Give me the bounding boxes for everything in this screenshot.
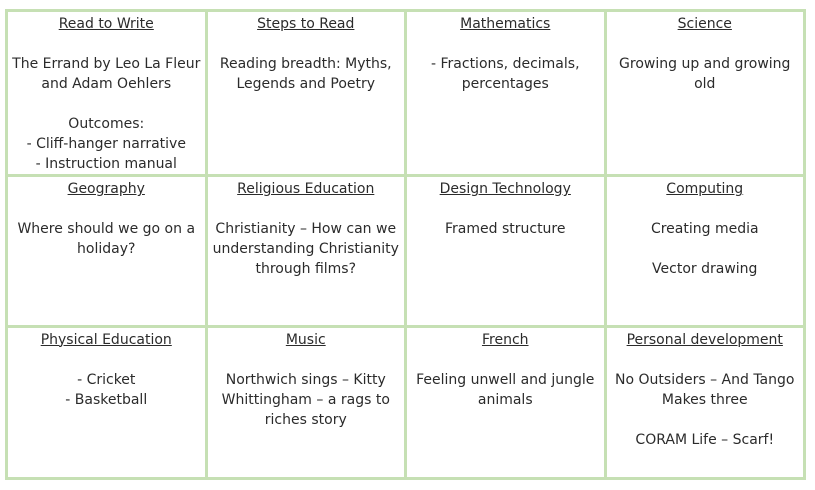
cell-read-to-write: [7, 11, 207, 176]
subject-title: Science: [677, 16, 732, 32]
grid-row: [7, 11, 805, 176]
cell-steps-to-read: [206, 11, 406, 176]
grid-row: [7, 326, 805, 478]
cell-science: [605, 11, 805, 176]
subject-text: Creating media: [650, 221, 759, 238]
cell-geography: [7, 176, 207, 326]
list-item: - Cricket: [11, 370, 202, 390]
subject-text: Growing up and growing old: [619, 56, 791, 92]
cell-french: [406, 326, 606, 478]
subject-title: Read to Write: [58, 16, 154, 32]
subject-title: Music: [285, 331, 326, 348]
subject-title: Religious Education: [237, 181, 375, 198]
subject-text: No Outsiders – And Tango Makes three: [615, 371, 795, 408]
cell-design-technology: [406, 176, 606, 326]
subject-text: CORAM Life – Scarf!: [635, 431, 775, 448]
subject-title: Personal development: [626, 331, 783, 348]
grid-row: [7, 176, 805, 326]
subject-text: Feeling unwell and jungle animals: [416, 371, 595, 408]
cell-personal-development: [605, 326, 805, 478]
subject-text: Framed structure: [445, 221, 566, 238]
subject-text: Vector drawing: [652, 261, 758, 278]
cell-mathematics: [406, 11, 606, 176]
subject-text: Northwich sings – Kitty Whittingham – a rags to riches story: [221, 371, 390, 428]
cell-physical-education: [7, 326, 207, 478]
subject-list: [11, 370, 202, 410]
subject-title: Mathematics: [460, 16, 551, 32]
subject-text: Christianity – How can we understanding Christianity through films?: [212, 221, 399, 278]
subject-title: Geography: [67, 181, 145, 198]
subject-list: [410, 54, 601, 94]
list-item: - Cliff-hanger narrative: [11, 134, 202, 154]
outcomes-list: [11, 134, 202, 174]
outcomes-label: Outcomes:: [68, 116, 145, 132]
subject-title: Steps to Read: [257, 16, 355, 32]
list-item: - Instruction manual: [11, 154, 202, 174]
subject-text: Reading breadth: Myths, Legends and Poetry: [219, 56, 392, 92]
subject-title: Design Technology: [439, 181, 571, 198]
curriculum-grid: [5, 9, 806, 480]
cell-music: [206, 326, 406, 478]
subject-text: Where should we go on a holiday?: [17, 221, 196, 258]
list-item: - Fractions, decimals, percentages: [410, 54, 601, 94]
subject-title: Physical Education: [40, 331, 172, 348]
cell-computing: [605, 176, 805, 326]
subject-title: Computing: [666, 181, 744, 198]
list-item: - Basketball: [11, 390, 202, 410]
subject-title: French: [481, 331, 529, 348]
subject-text: The Errand by Leo La Fleur and Adam Oehlers: [12, 56, 201, 92]
cell-religious-education: [206, 176, 406, 326]
